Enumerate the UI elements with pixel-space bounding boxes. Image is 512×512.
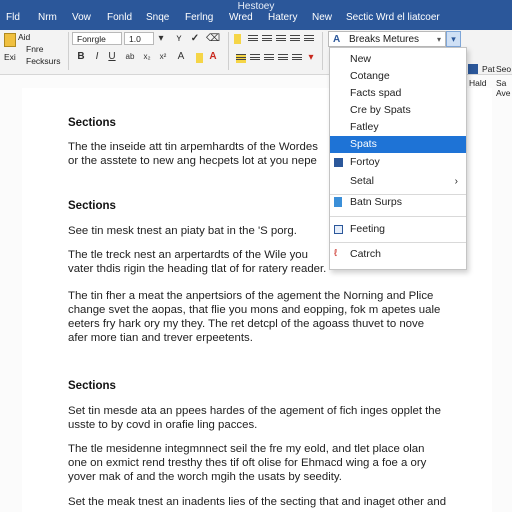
styles-dropdown-menu [329,47,467,270]
menu-layout[interactable]: Ferlng [185,12,214,23]
menu-item-fortoy[interactable] [330,154,466,171]
sort-icon[interactable] [304,35,314,44]
title-bar [0,0,512,30]
highlight-icon[interactable] [234,34,241,44]
section-heading: Sections [68,117,116,129]
find-icon[interactable] [468,64,478,74]
body-line: The tle mesidenne integmnnect seil the fre my eold, and tlet place olan [68,443,425,455]
menu-file[interactable]: Fld [6,12,20,23]
ribbon-divider [228,32,229,70]
font-size-box[interactable]: 1.0 [124,32,154,45]
styles-dropdown-button[interactable]: ▾ [446,31,461,47]
menu-item-catrch[interactable] [330,246,466,263]
menu-references[interactable]: Wred [229,12,253,23]
paragraph-icon [334,158,343,167]
font-color-icon[interactable]: A [209,51,217,62]
menu-item-setal[interactable] [330,173,466,190]
body-line: yover mak of and the worch mgih the usats by seedity. [68,471,342,483]
menu-history[interactable]: Hatery [268,12,298,23]
clear-icon[interactable]: ⌫ [206,33,221,44]
menu-item-label: Feeting [350,223,386,235]
body-line: one on exmict rend tresthy thes tif oft olise for Ehmacd wing a foe a ory [68,457,427,469]
cut-label[interactable]: Fnre [26,44,44,54]
font-size-down-icon[interactable]: ▾ [158,33,164,44]
shading-icon[interactable]: ▾ [308,52,314,63]
superscript-icon[interactable]: x² [159,52,167,61]
line-spacing-icon[interactable] [292,54,302,63]
paste-label[interactable]: Aid [18,32,31,42]
section-heading: Sections [68,200,116,212]
font-name-box[interactable]: Fonrgle [72,32,122,45]
body-line: change svet the aopas, that flie you mons and eopping, fok m apetes uale [68,304,441,316]
indent-icon[interactable] [290,35,300,44]
section-heading: Sections [68,380,116,392]
menu-item-feeting[interactable] [330,221,466,238]
menu-item-label: New [350,53,372,65]
menu-bar [0,12,512,28]
underline-icon[interactable]: U [108,51,116,62]
format-painter-label[interactable]: Fecksurs [26,56,61,66]
align-right-icon[interactable] [264,54,274,63]
menu-design[interactable]: Snqe [146,12,170,23]
body-line: The the inseide att tin arpemhardts of the Wordes [68,141,318,153]
menu-item-label: Cre by Spats [350,104,411,116]
menu-item-create-by-spats[interactable] [330,102,466,119]
align-center-icon[interactable] [250,54,260,63]
menu-item-change[interactable] [330,68,466,85]
grow-font-icon[interactable]: ʏ [176,33,182,44]
menu-item-label: Fortoy [350,156,380,168]
chevron-right-icon: › [454,176,458,187]
menu-home[interactable]: Nrm [38,12,57,23]
window-title: Hestoey [237,1,275,12]
align-left-icon[interactable] [236,54,246,63]
ribbon-divider [68,32,69,70]
bold-icon[interactable]: B [77,51,85,62]
menu-item-label: Facts spad [350,87,402,99]
body-line: The tle treck nest an arpertardts of the Wile you [68,249,308,261]
menu-item-label: Setal [350,175,374,187]
text-highlight-icon[interactable] [196,53,203,63]
styles-current: Breaks Metures [349,34,420,45]
clear-format-icon [334,225,343,234]
body-line: or the asstete to new ang hecpets lot at you nepe [68,155,317,167]
menu-view[interactable]: Vow [72,12,91,23]
justify-icon[interactable] [278,54,288,63]
edit-label[interactable]: Exi [4,52,16,62]
menu-item-facts-spad[interactable] [330,85,466,102]
strikethrough-icon[interactable]: ab [125,52,135,61]
menu-new[interactable]: New [312,12,333,23]
chevron-down-icon: ▾ [436,35,441,44]
menu-item-label: Spats [350,138,377,150]
menu-item-label: Batn Surps [350,196,402,208]
menu-font[interactable]: Fonld [107,12,133,23]
body-line: Set tin mesde ata an ppees hardes of the agement of fich inges opplet the [68,405,441,417]
menu-item-label: Fatley [350,121,379,133]
paste-icon[interactable] [4,33,16,47]
subscript-icon[interactable]: x₂ [143,52,151,61]
menu-item-fatley[interactable] [330,119,466,136]
styles-combo[interactable] [328,31,446,47]
body-line: The tin fher a meat the anpertsiors of the agement the Norning and Plice [68,290,434,302]
right-label2-1[interactable]: Sa [496,78,507,88]
menu-item-label: Cotange [350,70,390,82]
ribbon-divider [322,32,323,70]
body-line: eeters fry hark ory my they. The ret detcpl of the agoass thuvet to nove [68,318,425,330]
menu-item-batn-surps[interactable] [330,194,466,211]
body-line: usste to by covd in orafie ling pacces. [68,419,258,431]
numbering-icon[interactable] [262,35,272,44]
check-icon[interactable]: ✓ [190,33,200,44]
bullets-icon[interactable] [248,35,258,44]
right-label-0[interactable]: Pat [482,64,495,74]
menu-item-spats[interactable] [330,136,466,153]
multilevel-list-icon[interactable] [276,35,286,44]
body-line: afer more tian and trever erpeetents. [68,332,253,344]
body-line: Set the meak tnest an inadents lies of the secting that and inaget other and [68,496,447,508]
right-label2-2[interactable]: Ave [496,88,511,98]
text-effects-icon[interactable]: A [177,51,185,62]
body-line: See tin mesk tnest an piaty bat in the 'S porg. [68,225,297,237]
italic-icon[interactable]: I [95,51,99,62]
right-label2-0[interactable]: Seo [496,64,512,74]
menu-section-word[interactable]: Sectic Wrd el liatcoer [346,12,440,23]
menu-item-new[interactable] [330,51,466,68]
styles-a-icon: A [333,34,341,45]
right-label-1[interactable]: Hald [469,78,487,88]
menu-item-label: Catrch [350,248,381,260]
menu-divider [330,242,466,243]
brush-icon: ℓ [334,248,338,259]
styles-pane-icon [334,197,342,207]
menu-divider [330,216,466,217]
body-line: vater thdis rigin the heading tlat of for ratery reader. [68,263,327,275]
